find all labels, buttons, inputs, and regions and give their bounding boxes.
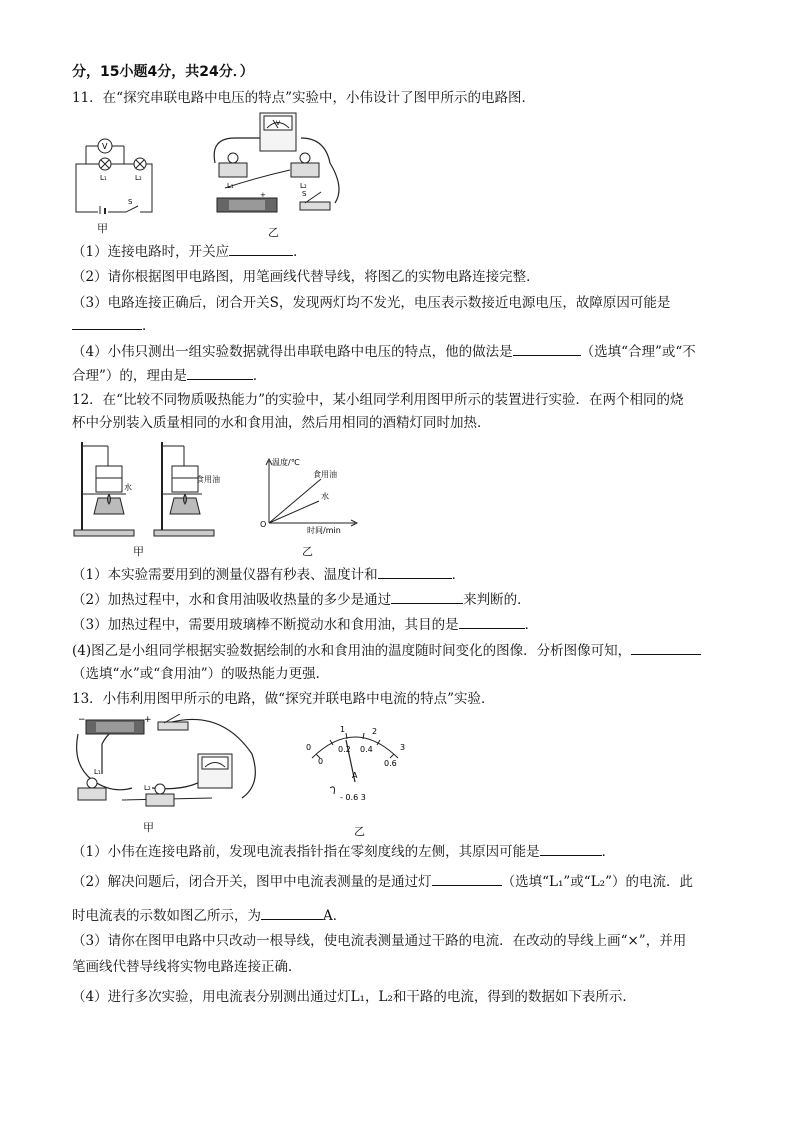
label-l2: L₂ bbox=[300, 182, 307, 190]
answer-blank[interactable] bbox=[261, 906, 323, 920]
q11-caption-yi: 乙 bbox=[268, 226, 279, 239]
q11-part4: （4）小伟只测出一组实验数据就得出串联电路中电压的特点，他的做法是 （选填“合理”或“不 bbox=[72, 344, 696, 360]
q11-part3-cont: ． bbox=[72, 316, 156, 335]
q13-part3-cont: 笔画线代替导线将实物电路连接正确． bbox=[72, 959, 302, 975]
q13-part1: （1）小伟在连接电路前，发现电流表指针指在零刻度线的左侧，其原因可能是 ． bbox=[72, 844, 616, 860]
answer-blank[interactable] bbox=[229, 242, 293, 256]
q12-stem-line1: 12．在“比较不同物质吸热能力”的实验中，某小组同学利用图甲所示的装置进行实验．在两个相同的烧 bbox=[72, 392, 684, 408]
q13-part4: （4）进行多次实验，用电流表分别测出通过灯L₁，L₂和干路的电流，得到的数据如下表所示． bbox=[72, 989, 636, 1005]
q13-caption-yi: 乙 bbox=[354, 825, 365, 838]
q11-part2: （2）请你根据图甲电路图，用笔画线代替导线，将图乙的实物电路连接完整． bbox=[72, 269, 540, 285]
label-l1: L₁ bbox=[100, 174, 107, 182]
label-plus: + bbox=[144, 715, 152, 725]
inner-scale-1: 0.2 bbox=[338, 745, 351, 754]
q12-part1: （1）本实验需要用到的测量仪器有秒表、温度计和 ． bbox=[72, 567, 466, 583]
label-l2: L₂ bbox=[135, 174, 142, 182]
beaker-water-icon bbox=[96, 466, 122, 492]
x-label: 时间/min bbox=[307, 526, 341, 535]
answer-blank[interactable] bbox=[187, 366, 253, 380]
q11-figure-jia bbox=[72, 138, 162, 214]
label-oil: 食用油 bbox=[196, 475, 220, 484]
label-switch: S bbox=[128, 198, 133, 206]
knife-switch-icon bbox=[300, 202, 330, 210]
q11-part1: （1）连接电路时，开关应 ． bbox=[72, 244, 307, 260]
water-line bbox=[269, 501, 319, 523]
q13-figure-jia bbox=[72, 714, 272, 814]
q13-part2-cont: 时电流表的示数如图乙所示，为 A． bbox=[72, 908, 347, 924]
section-header: 分，15小题4分，共24分．） bbox=[72, 64, 254, 80]
q12-figure-yi-graph bbox=[255, 455, 365, 535]
outer-scale-1: 1 bbox=[340, 725, 346, 734]
answer-blank[interactable] bbox=[459, 615, 525, 629]
outer-scale-3: 3 bbox=[400, 743, 406, 752]
label-water: 水 bbox=[124, 483, 132, 492]
outer-scale-0: 0 bbox=[306, 743, 312, 752]
label-plus: + bbox=[260, 191, 266, 199]
q11-part3: （3）电路连接正确后，闭合开关S，发现两灯均不发光，电压表示数接近电源电压，故障原因可能是 bbox=[72, 295, 671, 311]
q12-stem-line2: 杯中分别装入质量相同的水和食用油，然后用相同的酒精灯同时加热． bbox=[72, 415, 491, 431]
answer-blank[interactable] bbox=[631, 641, 701, 655]
beaker-oil-icon bbox=[172, 466, 198, 492]
oil-line bbox=[269, 479, 321, 523]
lamp-holder-l2-icon bbox=[146, 794, 174, 806]
outer-scale-2: 2 bbox=[372, 727, 378, 736]
q11-part4-cont: 合理”）的，理由是 ． bbox=[72, 368, 267, 384]
label-l2: L₂ bbox=[144, 784, 151, 792]
q12-figure-jia bbox=[72, 438, 222, 538]
label-l1: L₁ bbox=[227, 182, 234, 190]
q11-stem: 11．在“探究串联电路中电压的特点”实验中，小伟设计了图甲所示的电路图． bbox=[72, 90, 535, 106]
voltmeter-label: V bbox=[102, 142, 108, 151]
label-switch: S bbox=[302, 190, 307, 198]
unit-label: A bbox=[352, 771, 358, 780]
label-minus: − bbox=[78, 715, 86, 725]
answer-blank[interactable] bbox=[378, 565, 452, 579]
answer-blank[interactable] bbox=[432, 872, 502, 886]
q12-part4: (4)图乙是小组同学根据实验数据绘制的水和食用油的温度随时间变化的图像．分析图像可知， bbox=[72, 641, 701, 660]
answer-blank[interactable] bbox=[513, 342, 581, 356]
q13-stem: 13．小伟利用图甲所示的电路，做“探究并联电路中电流的特点”实验． bbox=[72, 691, 495, 707]
wire-lead-icon bbox=[330, 787, 335, 794]
q11-caption-jia: 甲 bbox=[97, 222, 108, 235]
q12-part3: （3）加热过程中，需要用玻璃棒不断搅动水和食用油，其目的是 ． bbox=[72, 617, 539, 633]
lamp-holder-l1-icon bbox=[219, 163, 247, 177]
oil-label: 食用油 bbox=[313, 470, 337, 479]
q13-caption-jia: 甲 bbox=[143, 821, 154, 834]
terminals-label: - 0.6 3 bbox=[340, 793, 366, 802]
stand-base-icon bbox=[74, 530, 134, 536]
inner-scale-0: 0 bbox=[318, 757, 324, 766]
svg-text:V: V bbox=[276, 120, 281, 127]
q12-caption-jia: 甲 bbox=[133, 545, 144, 558]
dial-arc bbox=[312, 737, 398, 758]
origin-label: O bbox=[260, 520, 267, 529]
inner-scale-3: 0.6 bbox=[384, 759, 397, 768]
knife-switch-icon bbox=[158, 722, 188, 730]
q13-part3: （3）请你在图甲电路中只改动一根导线，使电流表测量通过干路的电流．在改动的导线上画“×”，并用 bbox=[72, 933, 687, 949]
q13-part2: （2）解决问题后，闭合开关，图甲中电流表测量的是通过灯 （选填“L₁”或“L₂”）的电流．此 bbox=[72, 874, 693, 890]
lamp-holder-l2-icon bbox=[291, 163, 319, 177]
q12-caption-yi: 乙 bbox=[302, 545, 313, 558]
q12-part4-cont: （选填“水”或“食用油”）的吸热能力更强． bbox=[72, 666, 330, 682]
label-l1: L₁ bbox=[94, 768, 101, 776]
water-label: 水 bbox=[321, 492, 329, 501]
inner-scale-2: 0.4 bbox=[360, 745, 373, 754]
answer-blank[interactable] bbox=[391, 590, 463, 604]
q11-figure-yi bbox=[205, 108, 355, 218]
answer-blank[interactable] bbox=[540, 842, 602, 856]
lamp-holder-l1-icon bbox=[78, 788, 106, 800]
y-label: 温度/℃ bbox=[272, 458, 300, 467]
q13-figure-yi-ammeter-dial bbox=[300, 722, 410, 810]
q12-part2: （2）加热过程中，水和食用油吸收热量的多少是通过 来判断的． bbox=[72, 592, 531, 608]
stand-base-icon bbox=[154, 530, 214, 536]
answer-blank[interactable] bbox=[72, 316, 142, 330]
